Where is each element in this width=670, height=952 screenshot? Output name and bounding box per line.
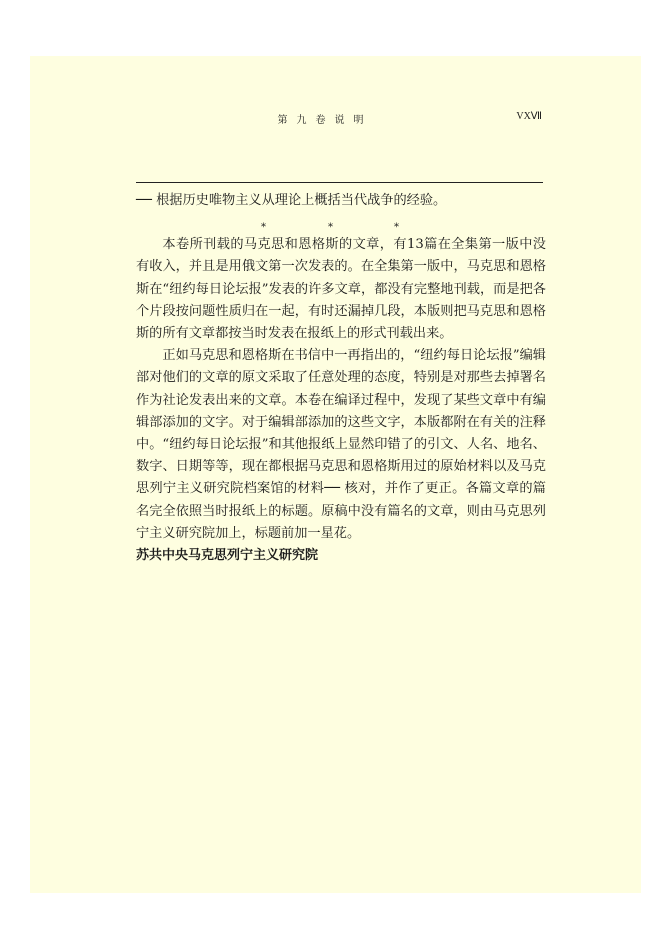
header-rule <box>136 182 543 183</box>
opening-line: ── 根据历史唯物主义从理论上概括当代战争的经验。 <box>136 193 447 208</box>
page-number: VXⅦ <box>516 111 542 122</box>
running-title: 第九卷说明 <box>277 115 373 126</box>
body-text <box>136 190 546 567</box>
signature: 苏共中央马克思列宁主义研究院 <box>136 548 319 564</box>
separator-star: * <box>261 222 266 234</box>
separator-star: * <box>394 222 399 234</box>
paragraph-2: 正如马克思和恩格斯在书信中一再指出的，“纽约每日论坛报”编辑部对他们的文章的原文采取了任意处理的态度，特别是对那些去掉署名作为社论发表出来的文章。本卷在编译过程中，发现了某些文章中有编辑部添加的文字。对于编辑部添加的这些文字，本版都附在有关的注释中。“纽约每日论坛报”和其他报纸上显然印错了的引文、人名、地名、数字、日期等等，现在都根据马克思和恩格斯用过的原始材料以及马克思列宁主义研究院档案馆的材料── 核对，并作了更正。各篇文章的篇名完全依照当时报纸上的标题。原稿中没有篇名的文章，则由马克思列宁主义研究院加上，标题前加一星花。 <box>136 348 546 541</box>
separator-star: * <box>328 222 333 234</box>
section-separator <box>136 212 546 234</box>
paragraph-1: 本卷所刊载的马克思和恩格斯的文章，有13篇在全集第一版中没有收入，并且是用俄文第一次发表的。在全集第一版中，马克思和恩格斯在“纽约每日论坛报”发表的许多文章，都没有完整地刊载，而是把各个片段按问题性质归在一起，有时还漏掉几段，本版则把马克思和恩格斯的所有文章都按当时发表在报纸上的形式刊载出来。 <box>136 237 546 342</box>
running-head <box>108 109 542 129</box>
